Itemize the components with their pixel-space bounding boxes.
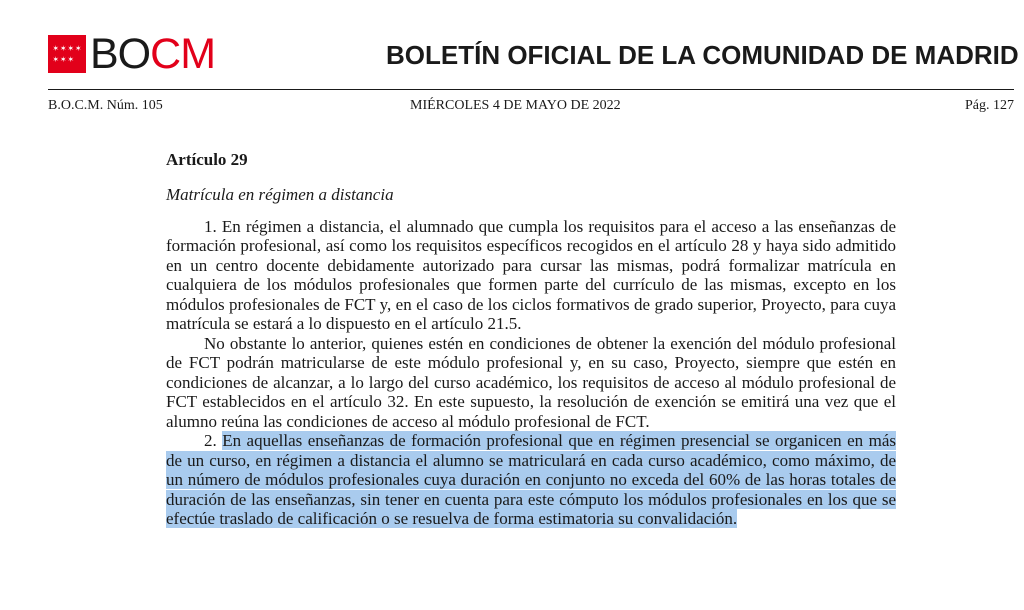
bocm-logo xyxy=(48,30,216,78)
paragraph-1-continued xyxy=(166,334,896,432)
paragraph-1-continued-text: No obstante lo anterior, quienes estén en condiciones de obtener la exención del módulo profesional de FCT podrán matricularse de este módulo profesional y, en su caso, Proyecto, siempre que estén en condiciones de alcanzar, a lo largo del curso académico, los requisitos de acceso al módulo profesional de FCT establecidos en el artículo 32. En este supuesto, la resolución de exención se emitirá una vez que el alumno reúna las condiciones de acceso al módulo profesional de FCT. xyxy=(166,333,896,431)
article-number: Artículo 29 xyxy=(166,150,248,169)
header-divider xyxy=(48,89,1014,90)
article-title: Matrícula en régimen a distancia xyxy=(166,185,394,204)
paragraph-1-text: 1. En régimen a distancia, el alumnado que cumpla los requisitos para el acceso a las enseñanzas de formación profesional, así como los requisitos específicos recogidos en el artículo 28 y haya sido admitido en un centro docente debidamente autorizado para cursar las mismas, podrá formalizar matrícula en cualquiera de los módulos profesionales que formen parte del currículo de las mismas, excepto en los módulos profesionales de FCT y, en el caso de los ciclos formativos de grado superior, Proyecto, para cuya matrícula se estará a lo dispuesto en el artículo 21.5. xyxy=(166,216,896,333)
issue-number: B.O.C.M. Núm. 105 xyxy=(48,98,163,113)
logo-text: BOCM xyxy=(90,30,216,78)
article-body xyxy=(166,150,896,529)
issue-date: MIÉRCOLES 4 DE MAYO DE 2022 xyxy=(410,98,621,113)
madrid-flag-icon: ✶ ✶ ✶ ✶ ✶ ✶ ✶ xyxy=(48,35,86,73)
paragraph-1 xyxy=(166,217,896,334)
highlighted-text[interactable]: En aquellas enseñanzas de formación profesional que en régimen presencial se organicen en más de un curso, en régimen a distancia el alumno se matriculará en cada curso académico, como máximo, de un número de módulos profesionales cuya duración en conjunto no exceda del 60% de las horas totales de duración de las enseñanzas, sin tener en cuenta para este cómputo los módulos profesionales en los que se efectúe traslado de calificación o se resuelva de forma estimatoria su convalidación. xyxy=(166,431,896,528)
paragraph-2-number: 2. xyxy=(204,431,217,450)
paragraph-2 xyxy=(166,431,896,529)
page-number: Pág. 127 xyxy=(965,98,1014,113)
gazette-title: BOLETÍN OFICIAL DE LA COMUNIDAD DE MADRID xyxy=(386,40,1019,70)
